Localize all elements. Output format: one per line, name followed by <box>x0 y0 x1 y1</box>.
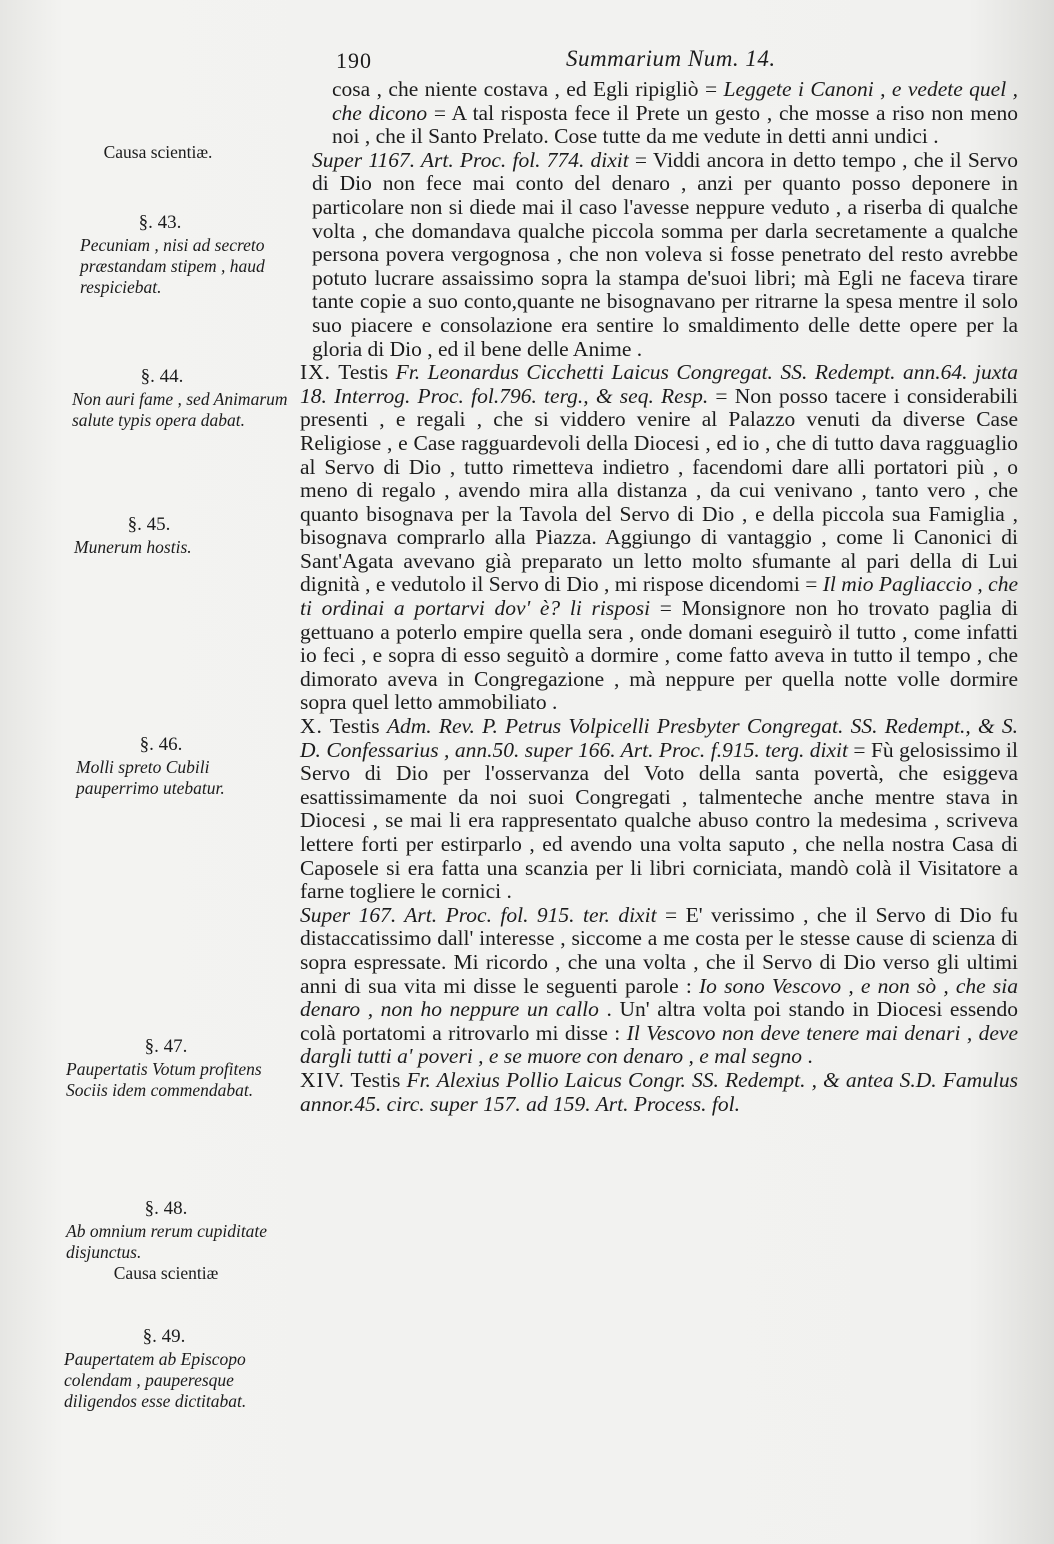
margin-note-causa: Causa scientiæ <box>113 1263 219 1283</box>
main-text <box>300 78 1018 1116</box>
margin-note-45 <box>74 514 274 558</box>
section-number: §. 43. <box>138 212 182 233</box>
section-number: §. 47. <box>144 1036 188 1057</box>
citation: Adm. Rev. P. Petrus Volpicelli Presbyter Congregat. SS. Redempt., & S. D. Confessarius , ann.50. super 166. Art. Proc. f.915. terg. dixit <box>300 714 1019 762</box>
text-run: = Non posso tacere i considerabili presenti , e regali , che si viddero venire al Palazzo venuti da diverse Case Religiose , e Case ragguardevoli della Diocesi , ed io , che di tutto dava ragguaglio al Servo di Dio , tutto rimetteva indietro , facendomi dare alli portatori più , o meno di regalo , avendo mira alla distanza , da cui venivano , tanto vero , che quanto bisognava per la Tavola del Servo di Dio , e della piccola sua Famiglia , bisognava comprarlo alla Piazza. Aggiungo di vantaggio , come li Canonici di Sant'Agata avevano già preparato un letto molto sfumante al pari della di Lui dignità , e vedutolo il Servo di Dio , mi rispose dicendomi = <box>300 383 1018 597</box>
margin-note-48 <box>66 1198 288 1284</box>
section-number: §. 46. <box>139 734 183 755</box>
text-run: Testis <box>344 1067 407 1092</box>
margin-note-text: Munerum hostis. <box>74 537 192 557</box>
quotation: Il mio Pagliaccio , che ti ordinai a portarvi dov' è? li risposi <box>300 572 1019 621</box>
margin-note-text: Paupertatem ab Episcopo colendam , pauperesque diligendos esse dictitabat. <box>64 1349 247 1411</box>
witness-number: XIV. <box>300 1067 345 1092</box>
margin-note-causa <box>64 142 294 163</box>
paragraph <box>300 1069 1018 1116</box>
text-run: . Un' altra volta poi stando in Diocesi essendo colà portatomi a ritrovarlo mi disse : <box>300 997 1018 1045</box>
witness-number: X. <box>300 714 323 739</box>
citation: Super 167. Art. Proc. fol. 915. ter. dixit <box>300 902 657 927</box>
quotation: Il Vescovo non deve tenere mai denari , deve dargli tutti a' poveri , e se muore con denaro , e mal segno <box>300 1020 1018 1069</box>
margin-note-text: Causa scientiæ. <box>103 142 213 162</box>
text-run: cosa , che niente costava , ed Egli ripigliò = <box>332 77 724 101</box>
section-number: §. 44. <box>140 366 184 387</box>
paragraph <box>300 149 1018 361</box>
text-run: = Monsignore non ho trovato paglia di gettuano a poterlo empire quella sera , onde domani eseguirò il tutto , come infatti io feci , e sopra di esso seguitò a dormire , come fatto aveva in tutto il tempo , che dimorato aveva in Congregazione , mà neppure per quella notte volle dormire sopra quel letto ammobiliato . <box>300 596 1018 715</box>
text-run: Testis <box>331 360 396 385</box>
citation: Super 1167. Art. Proc. fol. 774. dixit <box>312 147 629 172</box>
quotation: Leggete i Canoni , e vedete quel , che dicono <box>332 77 1018 125</box>
margin-note-46 <box>76 734 276 799</box>
margin-note-43 <box>80 212 295 298</box>
margin-note-text: Paupertatis Votum profitens Sociis idem commendabat. <box>66 1059 262 1100</box>
margin-note-text: Ab omnium rerum cupiditate disjunctus. <box>66 1221 268 1262</box>
running-head: Summarium Num. 14. <box>566 46 776 71</box>
text-run: = E' verissimo , che il Servo di Dio fu distaccatissimo dall' interesse , siccome a me costa per le stesse cause di scienza di sopra espressate. Mi ricordo , che una volta , che il Servo di Dio verso gli ultimi anni di sua vita mi disse le seguenti parole : <box>300 902 1018 998</box>
margin-notes <box>0 0 300 1544</box>
text-run: Testis <box>322 714 387 739</box>
paragraph <box>300 78 1018 149</box>
paragraph <box>300 904 1018 1069</box>
citation: Fr. Alexius Pollio Laicus Congr. SS. Redempt. , & antea S.D. Famulus annor.45. circ. super 157. ad 159. Art. Process. fol. <box>300 1067 1019 1116</box>
margin-note-text: Non auri fame , sed Animarum salute typis opera dabat. <box>72 389 288 430</box>
page-number: 190 <box>336 48 372 73</box>
paragraph <box>300 715 1018 904</box>
text-run: = A tal risposta fece il Prete un gesto , che mosse a riso non meno noi , che il Santo Prelato. Cose tutte da me vedute in detti anni undici . <box>332 100 1018 149</box>
margin-note-49 <box>64 1326 292 1412</box>
margin-note-text: Molli spreto Cubili pauperrimo utebatur. <box>76 757 225 798</box>
witness-number: IX. <box>300 360 332 385</box>
quotation: Io sono Vescovo , e non sò , che sia denaro , non ho neppure un callo <box>300 973 1019 1022</box>
text-run: = Viddi ancora in detto tempo , che il Servo di Dio non fece mai conto del denaro , anzi per quanto posso deponere in particolare non si diede mai il caso l'avesse neppure veduto , a riserba di qualche volta , che domandava qualche piccola somma per darla secretamente a qualche persona povera vergognosa , che non voleva si fosse penetrato del resto avrebbe potuto lucrare assaissimo sopra la stampa de'suoi libri; mà Egli ne faceva tirare tante copie a suo conto,quante ne bisognavano per ritrarne la spesa mentre il solo suo piacere e consolazione era sentire lo smaldimento delle dette opere per la gloria di Dio , ed il bene delle Anime . <box>312 147 1018 361</box>
text-run: = Fù gelosissimo il Servo di Dio per l'osservanza del Voto della santa povertà, che esiggeva esattissimamente da noi suoi Congregati , talmenteche anche mentre stava in Diocesi , se mai li era rappresentato qualche abuso contro la medesima , scriveva lettere forti per estirparlo , ed avendo una volta saputo , che nella nostra Casa di Caposele si era fatta una scanzia per li libri corniciata, mandò colà il Visitatore a farne togliere le cornici . <box>300 737 1018 904</box>
section-number: §. 48. <box>144 1198 188 1219</box>
section-number: §. 45. <box>127 514 171 535</box>
paragraph <box>300 361 1018 715</box>
margin-note-44 <box>72 366 292 431</box>
text-run: . <box>802 1044 813 1069</box>
margin-note-47 <box>66 1036 288 1101</box>
section-number: §. 49. <box>142 1326 186 1347</box>
margin-note-text: Pecuniam , nisi ad secreto præstandam stipem , haud respiciebat. <box>80 235 265 297</box>
citation: Fr. Leonardus Cicchetti Laicus Congregat. SS. Redempt. ann.64. juxta 18. Interrog. Proc. fol.796. terg., & seq. Resp. <box>300 360 1019 408</box>
